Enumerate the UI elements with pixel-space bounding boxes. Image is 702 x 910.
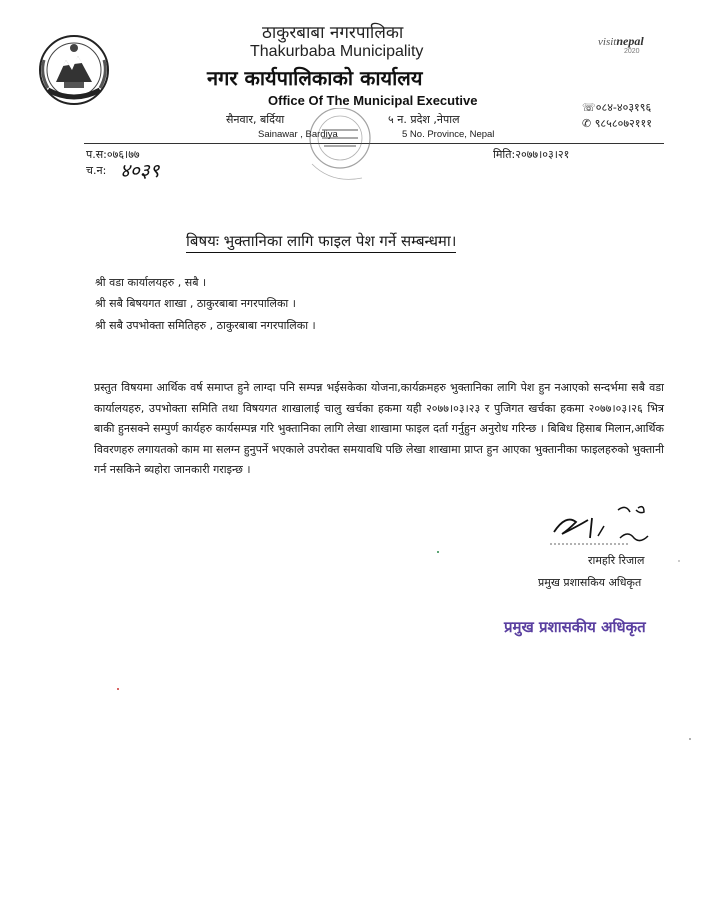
scan-speck — [437, 551, 439, 553]
dispatch-number-handwritten: ४०३९ — [120, 160, 160, 182]
signatory-title: प्रमुख प्रशासकिय अधिकृत — [538, 576, 642, 589]
municipality-name-np: ठाकुरबाबा नगरपालिका — [262, 23, 404, 43]
visit-nepal-year: 2020 — [624, 48, 640, 55]
signatory-name: रामहरि रिजाल — [588, 554, 645, 567]
handwritten-signature — [548, 500, 666, 552]
reference-number: प.स:०७६।७७ — [86, 148, 140, 161]
scan-speck — [689, 738, 691, 740]
recipient-line: श्री वडा कार्यालयहरु , सबै । — [95, 276, 207, 289]
visit-logo-text: visit — [598, 36, 617, 48]
letter-body: प्रस्तुत विषयमा आर्थिक वर्ष समाप्त हुने लाग्दा पनि सम्पन्न भईसकेका योजना,कार्यक्रमहरु भुक्तानिका लागि पेश हुन नआएको सन्दर्भमा सबै वडा कार्यालयहरु, उपभोक्ता समिति तथा विषयगत शाखालाई चालु खर्चका हकमा यही २०७७।०३।२३ र पुजिगत खर्चका हकमा २०७७।०३।२६ भित्र बाकी हुनसक्ने सम्पुर्ण कार्यहरु कार्यसम्पन्न गरि भुक्तानिका लागि लेखा शाखामा फाइल दर्ता गर्नुहुन अनुरोध गरिन्छ । बिबिध हिसाब मिलान,आर्थिक विवरणहरु लगायतको काम मा सलग्न हुनुपर्ने भएकाले उपरोक्त समयावधि पछि लेखा शाखामा प्राप्त हुन आएका भुक्तानीका फाइलहरुको भुक्तानी गर्न नसकिने ब्यहोरा जानकारी गराइन्छ । — [94, 381, 664, 476]
office-title-np: नगर कार्यपालिकाको कार्यालय — [207, 66, 423, 90]
scan-speck — [678, 560, 680, 562]
office-stamp-seal — [292, 108, 382, 188]
nepal-emblem-logo — [34, 30, 114, 108]
province-np: ५ न. प्रदेश ,नेपाल — [388, 113, 460, 126]
province-en: 5 No. Province, Nepal — [402, 129, 495, 140]
recipient-line: श्री सबै उपभोक्ता समितिहरु , ठाकुरबाबा नगरपालिका । — [95, 319, 316, 332]
scan-speck — [117, 688, 119, 690]
visit-logo-brand: nepal — [616, 34, 644, 48]
visit-nepal-logo — [598, 34, 644, 49]
letter-date: मिति:२०७७।०३।२१ — [493, 148, 570, 161]
recipient-line: श्री सबै बिषयगत शाखा , ठाकुरबाबा नगरपालिका । — [95, 297, 296, 310]
phone-number-1: ☏०८४-४०३१९६ — [582, 101, 652, 114]
dispatch-label: च.न: — [86, 164, 107, 177]
letter-subject: बिषयः भुक्तानिका लागि फाइल पेश गर्ने सम्बन्धमा। — [186, 231, 456, 253]
municipality-name-en: Thakurbaba Municipality — [250, 43, 424, 60]
address-en: Sainawar , Bardiya — [258, 129, 338, 140]
address-np: सैनवार, बर्दिया — [226, 113, 285, 126]
mobile-number: ✆ ९८५८०७२१११ — [582, 117, 652, 130]
official-designation-stamp: प्रमुख प्रशासकीय अधिकृत — [504, 618, 646, 636]
office-title-en: Office Of The Municipal Executive — [268, 93, 478, 108]
